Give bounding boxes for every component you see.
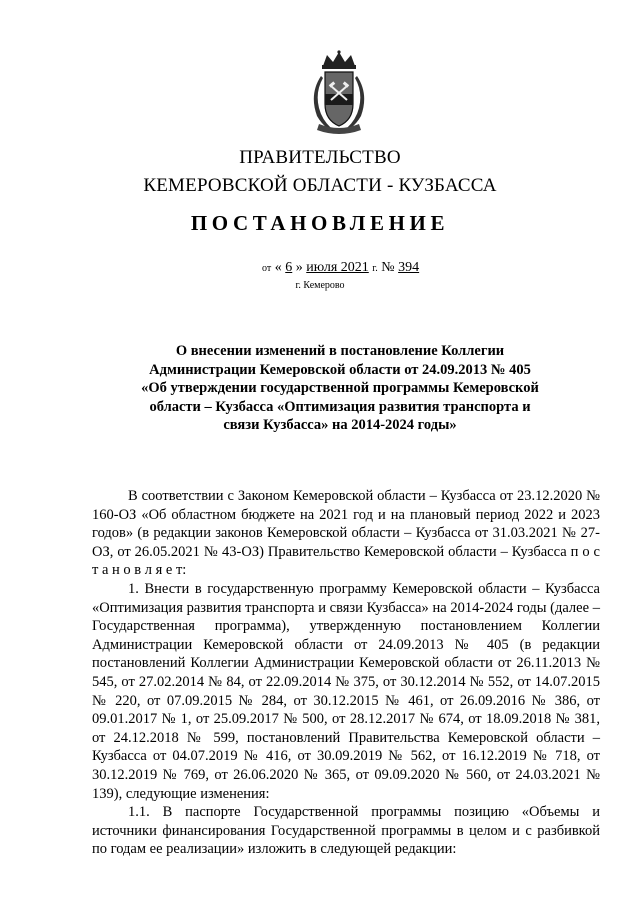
body-paragraph-item-1-1: 1.1. В паспорте Государственной программы позицию «Объемы и источники финансирования Государственной программы в целом и с разбивкой по годам ее реализации» изложить в следующей редакции:: [92, 804, 600, 858]
government-name-line1: ПРАВИТЕЛЬСТВО: [239, 147, 401, 168]
date-quote-open: «: [274, 260, 282, 275]
body-paragraph-preamble: В соответствии с Законом Кемеровской области – Кузбасса от 23.12.2020 № 160-ОЗ «Об областном бюджете на 2021 год и на плановый период 2022 и 2023 годов» (в редакции законов Кемеровской области – Кузбасса от 31.03.2021 № 27-ОЗ, от 26.05.2021 № 43-ОЗ) Правительство Кемеровской области – Кузбасса п о с т а н о в л я е т:: [92, 488, 600, 579]
date-from-label: от: [262, 263, 272, 274]
date-and-number-line: [262, 260, 419, 276]
date-quote-close: »: [295, 260, 303, 275]
date-month-year: июля 2021: [306, 260, 369, 275]
number-sign: №: [381, 260, 395, 275]
body-paragraph-item-1: 1. Внести в государственную программу Кемеровской области – Кузбасса «Оптимизация развития транспорта и связи Кузбасса» на 2014-2024 годы (далее – Государственная программа), утвержденную постановлением Коллегии Администрации Кемеровской области от 24.09.2013 № 405 (в редакции постановлений Коллегии Администрации Кемеровской области от 26.11.2013 № 545, от 27.02.2014 № 84, от 22.09.2014 № 375, от 30.12.2014 № 552, от 14.07.2015 № 220, от 07.09.2015 № 284, от 30.12.2015 № 461, от 26.09.2016 № 386, от 09.01.2017 № 1, от 25.09.2017 № 500, от 28.12.2017 № 674, от 18.09.2018 № 381, от 24.12.2018 № 599, постановлений Правительства Кемеровской области – Кузбасса от 04.07.2019 № 416, от 30.09.2019 № 562, от 16.12.2019 № 718, от 30.12.2019 № 769, от 26.06.2020 № 365, от 09.09.2020 № 560, от 24.03.2021 № 139), следующие изменения:: [92, 580, 600, 802]
coat-of-arms-emblem: [301, 50, 377, 136]
document-number: 394: [398, 260, 420, 275]
resolution-title: О внесении изменений в постановление Коллегии Администрации Кемеровской области от 24.09.2013 № 405 «Об утверждении государственной программы Кемеровской области – Кузбасса «Оптимизация развития транспорта и связи Кузбасса» на 2014-2024 годы»: [141, 343, 539, 434]
government-name-line2: КЕМЕРОВСКОЙ ОБЛАСТИ - КУЗБАССА: [143, 175, 497, 196]
document-type-title: ПОСТАНОВЛЕНИЕ: [190, 211, 450, 235]
date-year-suffix: г.: [372, 263, 378, 274]
date-day: 6: [285, 260, 293, 275]
city-name: г. Кемерово: [295, 280, 345, 291]
document-body: [92, 487, 600, 859]
